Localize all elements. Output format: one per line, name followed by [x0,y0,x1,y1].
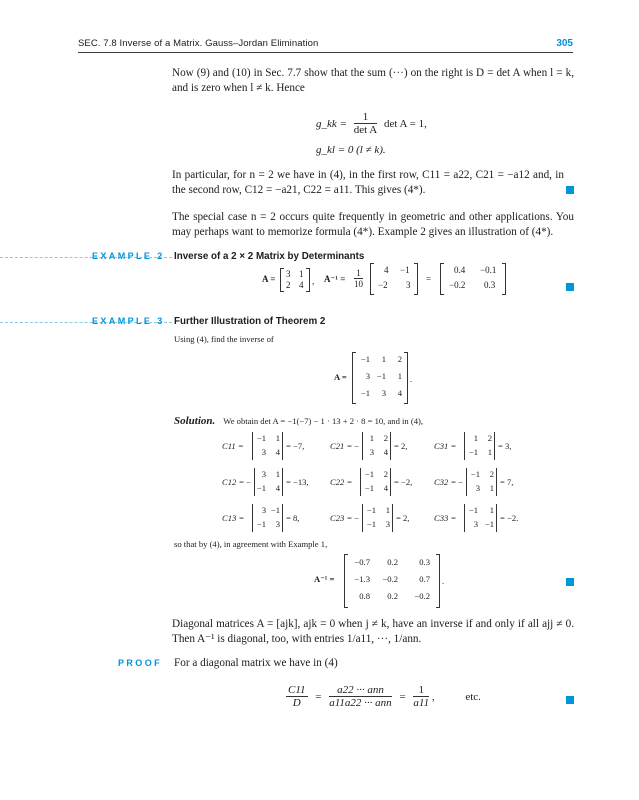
matrix-entry: −0.2 [382,574,398,584]
matrix-entry: −1 [376,371,386,381]
matrix-entry: 0.3 [484,280,496,290]
solution-label: Solution. [174,415,216,427]
ex3-A-block [334,352,414,406]
matrix-entry: 0.3 [419,557,430,567]
proof-frac3: $\frac{1}{a11}$ [413,684,430,709]
cofactor-C33: C33 = −1 1 3 −1 = −2. [434,504,542,532]
ex2-equals: = [426,274,432,284]
ex3-A-label: A = [334,372,347,382]
ex3-Ainv-period: . [442,576,445,586]
solution-line [174,411,423,429]
intro-paragraph: Now (9) and (10) in Sec. 7.7 show that the sum (···) on the right is D = det A when l = k, and is zero when l ≠ k. Hence [172,67,574,94]
end-square-1 [566,186,574,194]
cofactor-C21: C21 = − 1 2 3 4 = 2, [330,432,430,460]
matrix-entry: 0.7 [419,574,430,584]
matrix-entry: 3 [406,280,411,290]
matrix-entry: −0.1 [480,265,497,275]
ex2-A-matrix [280,268,310,292]
running-header: SEC. 7.8 Inverse of a Matrix. Gauss–Jordan Elimination [78,38,319,49]
proof-eq-2: = [399,690,406,703]
matrix-entry: −1 [400,265,410,275]
cofactor-C32: C32 = − −1 2 3 1 = 7, [434,468,534,496]
ex2-A-label: A = [262,274,276,284]
matrix-entry: −1.3 [354,574,370,584]
cofactor-C13: C13 = 3 −1 −1 3 = 8, [222,504,322,532]
diagonal-paragraph: Diagonal matrices A = [ajk], ajk = 0 when j ≠ k, have an inverse if and only if all ajj ≠ 0. Then A⁻¹ is diagonal, too, with entries 1/a11, ···, 1/ann. [172,618,574,645]
matrix-entry: 4 [397,388,402,398]
ex2-Ainv-label: A⁻¹ = [324,274,346,284]
ex3-Ainv-block [314,554,454,610]
ex3-Ainv-matrix [344,554,440,608]
special-case-paragraph: The special case n = 2 occurs quite frequently in geometric and other applications. You may perhaps want to memorize formula (4*). Example 2 gives an illustration of (4*). [172,211,574,238]
solution-text: We obtain det A = −1(−7) − 1 · 13 + 2 · 8 = 10, and in (4), [223,416,424,426]
example3-title: Further Illustration of Theorem 2 [174,316,326,327]
matrix-entry: 0.4 [454,265,466,275]
so-that-text: so that by (4), in agreement with Example 1, [174,539,328,549]
eq1-rhs: det A = 1, [383,117,427,130]
particular-paragraph: In particular, for n = 2 we have in (4), in the first row, C11 = a22, C21 = −a12 and, in the second row, C12 = −a21, C22 = a11. This gives (4*). [172,169,564,196]
matrix-entry: 4 [384,265,389,275]
ex2-M-matrix [370,263,418,295]
cofactor-grid [222,432,542,536]
proof-etc: etc. [465,690,481,703]
matrix-entry: −2 [378,280,388,290]
ex2-comma: , [312,276,315,286]
eq1-numerator: 1 [354,111,378,124]
matrix-entry: 4 [299,280,304,290]
eq1-lhs: g_kk = [316,117,347,130]
ex2-fraction: $\frac{1}{10}$ [354,268,363,289]
ex3-A-period: . [410,374,413,384]
matrix-entry: −1 [360,354,370,364]
example3-intro: Using (4), find the inverse of [174,334,274,344]
matrix-entry: 2 [397,354,402,364]
page-number: 305 [556,38,573,49]
cofactor-C11: C11 = −1 1 3 4 = −7, [222,432,322,460]
proof-frac2: $\frac{\text{a22 ··· ann}}{\text{a11a22 ··· ann}}$ [329,684,392,709]
matrix-entry: 1 [381,354,386,364]
proof-equation [286,684,481,709]
end-square-3 [566,578,574,586]
example3-label: EXAMPLE 3 [92,316,165,326]
cofactor-C12: C12 = − 3 1 −1 4 = −13, [222,468,322,496]
equation-gkk [316,111,427,136]
proof-frac1: $\frac{C11}{D}$ [288,684,306,709]
matrix-entry: −0.7 [354,557,370,567]
matrix-entry: −0.2 [414,591,430,601]
cofactor-C31: C31 = 1 2 −1 1 = 3, [434,432,534,460]
ex3-Ainv-label: A⁻¹ = [314,574,335,584]
matrix-entry: 0.8 [359,591,370,601]
cofactor-C22: C22 = −1 2 −1 4 = −2, [330,468,430,496]
ex2-R-matrix [440,263,506,295]
end-square-2 [566,283,574,291]
matrix-entry: −0.2 [449,280,466,290]
end-square-4 [566,696,574,704]
matrix-entry: 2 [286,280,291,290]
eq1-denominator: det A [353,124,378,136]
cofactor-C23: C23 = − −1 1 −1 3 = 2, [330,504,430,532]
matrix-entry: 3 [286,269,291,279]
proof-comma: , [431,690,435,703]
proof-label: PROOF [118,658,163,668]
proof-text: For a diagonal matrix we have in (4) [174,657,338,669]
proof-eq-1: = [315,690,322,703]
matrix-entry: 3 [381,388,386,398]
matrix-entry: −1 [360,388,370,398]
example2-title: Inverse of a 2 × 2 Matrix by Determinants [174,251,365,262]
header-rule [78,52,573,53]
matrix-entry: 0.2 [387,557,398,567]
matrix-entry: 1 [299,269,304,279]
matrix-entry: 3 [365,371,370,381]
matrix-entry: 1 [397,371,402,381]
matrix-entry: 0.2 [387,591,398,601]
equation-gkl: g_kl = 0 (l ≠ k). [316,144,386,156]
ex3-A-matrix [352,352,408,404]
example2-label: EXAMPLE 2 [92,251,165,261]
eq1-fraction [354,111,378,136]
